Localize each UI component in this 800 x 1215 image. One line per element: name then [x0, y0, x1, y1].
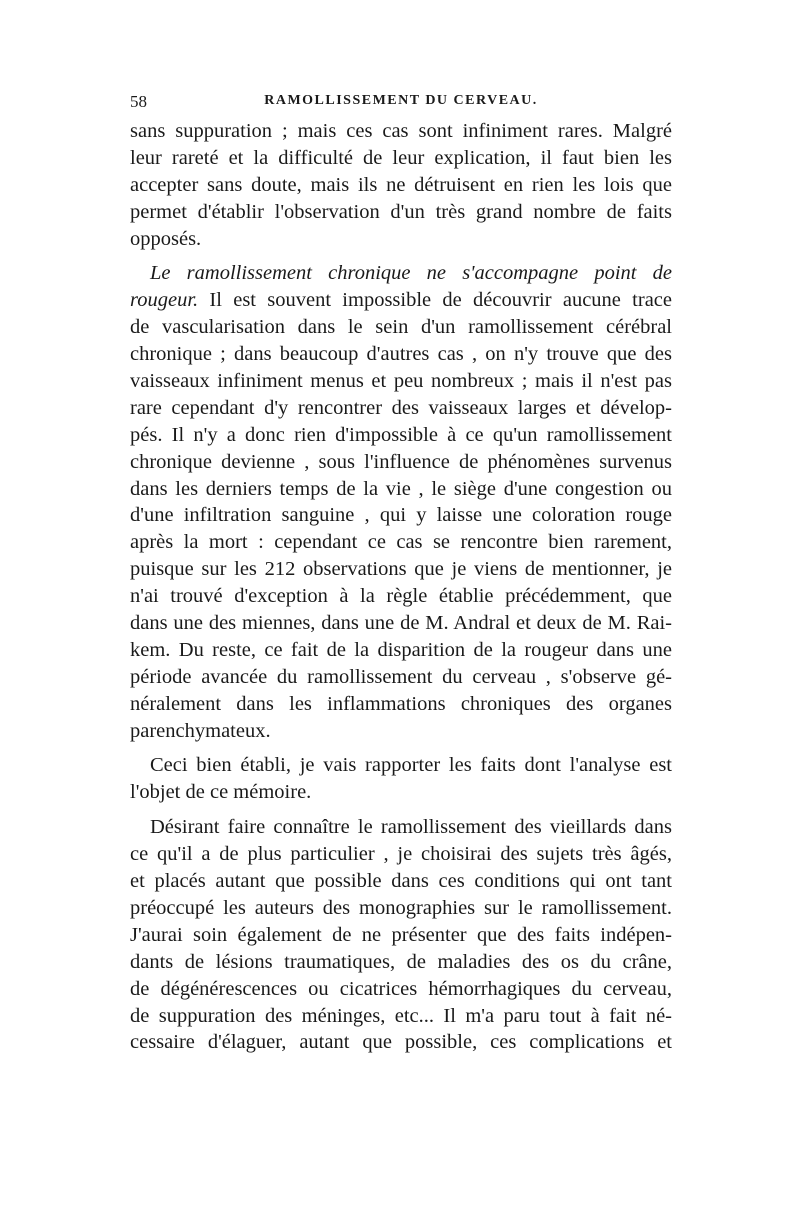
text-line: et placés autant que possible dans ces conditions qui ont tant [130, 870, 672, 893]
text-line: rare cependant d'y rencontrer des vaisseaux larges et dévelop- [130, 396, 672, 419]
text-fragment: Il est souvent impossible de découvrir aucune trace [198, 289, 672, 312]
text-line: J'aurai soin également de ne présenter que des faits indépen- [130, 923, 672, 946]
text-line: de dégénérescences ou cicatrices hémorrhagiques du cerveau, [130, 977, 672, 1000]
text-line: préoccupé les auteurs des monographies sur le ramollissement. [130, 896, 672, 919]
text-line: ce qu'il a de plus particulier , je choisirai des sujets très âgés, [130, 843, 672, 866]
text-line: Ceci bien établi, je vais rapporter les faits dont l'analyse est [150, 754, 672, 777]
text-line: kem. Du reste, ce fait de la disparition de la rougeur dans une [130, 638, 672, 661]
italic-heading-end: rougeur. [130, 289, 199, 312]
text-line: n'ai trouvé d'exception à la règle établie précédemment, que [130, 585, 672, 608]
text-line: dans une des miennes, dans une de M. Andral et deux de M. Rai- [130, 612, 672, 635]
paragraph [130, 260, 672, 744]
text-line: vaisseaux infiniment menus et peu nombreux ; mais il n'est pas [130, 370, 672, 393]
text-line: chronique ; dans beaucoup d'autres cas , on n'y trouve que des [130, 343, 672, 366]
text-line: permet d'établir l'observation d'un très grand nombre de faits [130, 200, 672, 223]
text-line: cessaire d'élaguer, autant que possible, ces complications et [130, 1031, 672, 1054]
text-line [130, 287, 672, 314]
text-line: après la mort : cependant ce cas se rencontre bien rarement, [130, 531, 672, 554]
text-line: d'une infiltration sanguine , qui y laisse une coloration rouge [130, 504, 672, 527]
text-line: accepter sans doute, mais ils ne détruisent en rien les lois que [130, 173, 672, 196]
text-line: pés. Il n'y a donc rien d'impossible à ce qu'un ramollissement [130, 423, 672, 446]
page-header [130, 92, 672, 118]
page-number: 58 [130, 92, 147, 111]
text-line: dans les derniers temps de la vie , le siège d'une congestion ou [130, 477, 672, 500]
paragraph [130, 118, 672, 252]
book-page [130, 92, 672, 1056]
text-line: de suppuration des méninges, etc... Il m'a paru tout à fait né- [130, 1004, 672, 1027]
italic-heading: Le ramollissement chronique ne s'accompagne point de [150, 262, 672, 285]
text-line: période avancée du ramollissement du cerveau , s'observe gé- [130, 665, 672, 688]
text-line: leur rareté et la difficulté de leur explication, il faut bien les [130, 146, 672, 169]
text-line: l'objet de ce mémoire. [130, 781, 312, 804]
text-line: Désirant faire connaître le ramollissement des vieillards dans [150, 816, 672, 839]
text-line: opposés. [130, 227, 202, 250]
paragraph [130, 814, 672, 1056]
text-line: de vascularisation dans le sein d'un ramollissement cérébral [130, 316, 672, 339]
text-line: parenchymateux. [130, 719, 271, 742]
text-line: dants de lésions traumatiques, de maladies des os du crâne, [130, 950, 672, 973]
running-title: RAMOLLISSEMENT DU CERVEAU. [264, 93, 538, 108]
text-line: néralement dans les inflammations chroniques des organes [130, 692, 672, 715]
text-line: puisque sur les 212 observations que je viens de mentionner, je [130, 558, 672, 581]
text-line: sans suppuration ; mais ces cas sont infiniment rares. Malgré [130, 120, 672, 142]
paragraph [130, 752, 672, 806]
text-line: chronique devienne , sous l'influence de phénomènes survenus [130, 450, 672, 473]
